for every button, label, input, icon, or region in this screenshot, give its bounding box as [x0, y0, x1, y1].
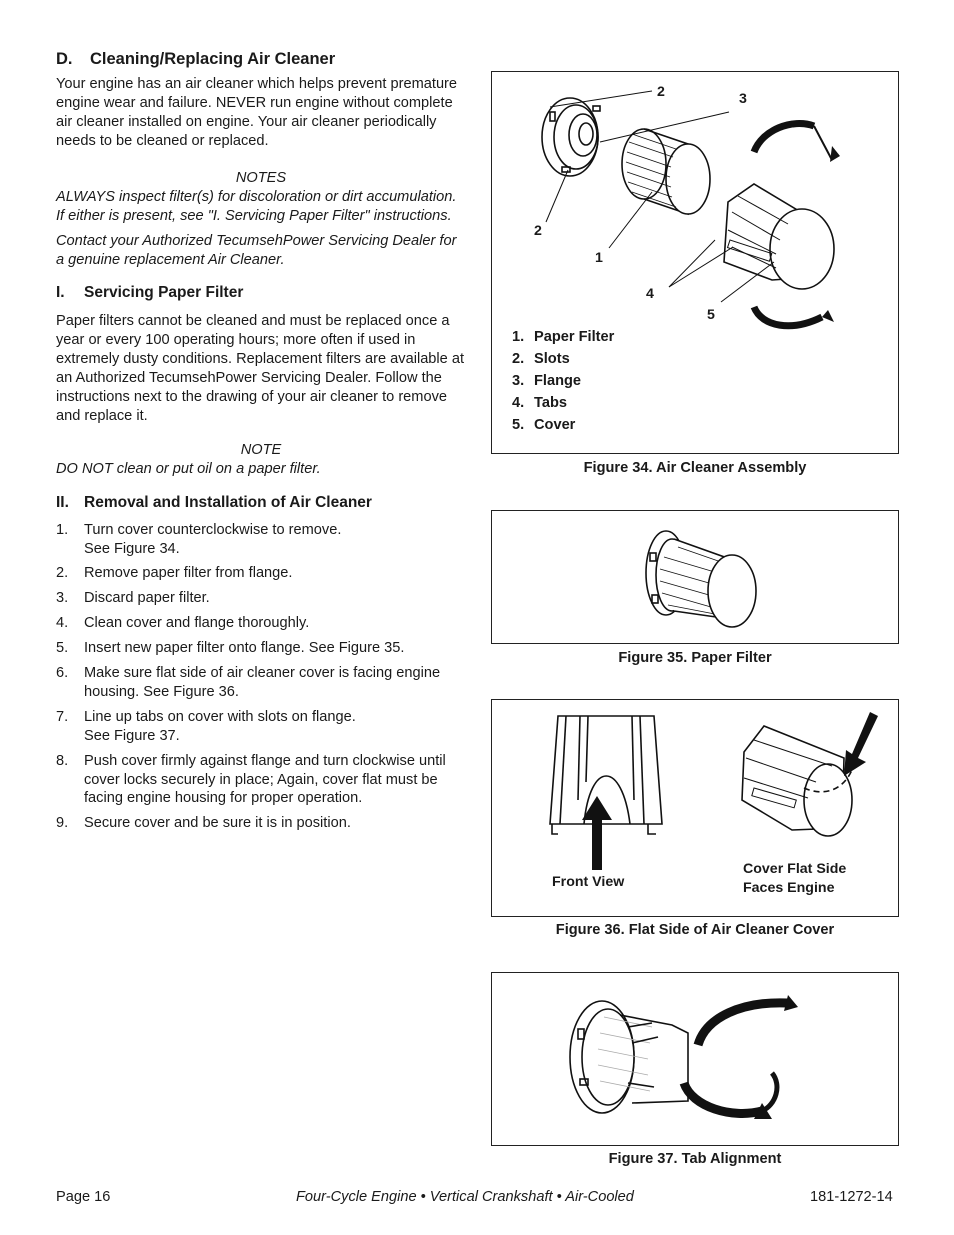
subsection-1-heading [56, 283, 466, 303]
subsection-1-number: I. [56, 284, 65, 302]
notes-title: NOTES [235, 169, 287, 186]
callout-5: 5 [707, 307, 715, 323]
list-item: 8. Push cover firmly against flange and turn clockwise until cover locks securely in place; Again, cover flat must be facing engine housing for proper operation. [56, 752, 446, 807]
list-item: 2. Remove paper filter from flange. [56, 565, 293, 582]
footer-page-number: Page 16 [56, 1189, 111, 1205]
subsection-2-number: II. [56, 493, 69, 511]
note-text: DO NOT clean or put oil on a paper filter. [56, 460, 321, 477]
figure-37-caption: Figure 37. Tab Alignment [608, 1151, 782, 1167]
subsection-1-body: Paper filters cannot be cleaned and must be replaced once a year or every 100 operating hours; more often if used in extremely dusty conditions. Replacement filters are available at an Authorized TecumsehPower Servicing Dealer. Follow the instructions next to the drawing of your air cleaner to remove and replace it. [56, 313, 465, 424]
figure-34 [491, 71, 899, 454]
subsection-2-heading [56, 493, 466, 513]
callout-1: 1 [595, 250, 603, 266]
flat-side-label-line-2: Faces Engine [743, 880, 835, 896]
callout-4: 4 [646, 286, 654, 302]
list-item: 2. Slots [512, 351, 570, 367]
list-item: 5. Insert new paper filter onto flange. See Figure 35. [56, 640, 405, 657]
footer-title: Four-Cycle Engine • Vertical Crankshaft • Air-Cooled [296, 1189, 634, 1205]
figure-35-caption: Figure 35. Paper Filter [618, 650, 772, 666]
figure-36 [491, 699, 899, 917]
flat-side-label-line-1: Cover Flat Side [743, 861, 847, 877]
subsection-2-title: Removal and Installation of Air Cleaner [84, 493, 372, 511]
figure-35 [491, 510, 899, 644]
callout-2-bottom: 2 [534, 223, 542, 239]
notes-paragraph-2: Contact your Authorized TecumsehPower Servicing Dealer for a genuine replacement Air Cleaner. [56, 233, 457, 269]
figure-36-caption: Figure 36. Flat Side of Air Cleaner Cover [555, 922, 835, 938]
list-item: 1. Paper Filter [512, 329, 615, 345]
list-item: 5. Cover [512, 417, 576, 433]
paper-filter-illustration [492, 511, 898, 643]
list-item: 4. Clean cover and flange thoroughly. [56, 615, 310, 632]
section-heading [56, 50, 466, 69]
section-title: Cleaning/Replacing Air Cleaner [90, 50, 336, 68]
list-item: 9. Secure cover and be sure it is in position. [56, 815, 351, 832]
figure-34-legend [512, 326, 614, 436]
steps-list [56, 521, 466, 834]
list-item: 7. Line up tabs on cover with slots on flange. See Figure 37. [56, 708, 356, 744]
callout-3: 3 [739, 91, 747, 107]
intro-paragraph: Your engine has an air cleaner which helps prevent premature engine wear and failure. NEVER run engine without complete air cleaner installed on engine. Your air cleaner periodically needs to be cleaned or replaced. [56, 76, 458, 149]
list-item: 4. Tabs [512, 395, 567, 411]
figure-37 [491, 972, 899, 1146]
subsection-1-title: Servicing Paper Filter [84, 284, 244, 302]
footer-document-number: 181-1272-14 [810, 1189, 893, 1205]
list-item: 3. Flange [512, 373, 582, 389]
tab-alignment-illustration [492, 973, 898, 1145]
note-title: NOTE [240, 441, 282, 458]
section-number: D. [56, 50, 73, 68]
left-column [56, 50, 466, 839]
notes-paragraph-1: ALWAYS inspect filter(s) for discoloration or dirt accumulation. If either is present, see "I. Servicing Paper Filter" instructions. [56, 188, 457, 224]
callout-2-top: 2 [657, 84, 665, 100]
figure-34-caption: Figure 34. Air Cleaner Assembly [583, 460, 807, 476]
list-item: 6. Make sure flat side of air cleaner cover is facing engine housing. See Figure 36. [56, 665, 441, 700]
front-view-label: Front View [552, 874, 625, 890]
list-item: 3. Discard paper filter. [56, 590, 210, 607]
list-item: 1. Turn cover counterclockwise to remove. See Figure 34. [56, 521, 342, 557]
